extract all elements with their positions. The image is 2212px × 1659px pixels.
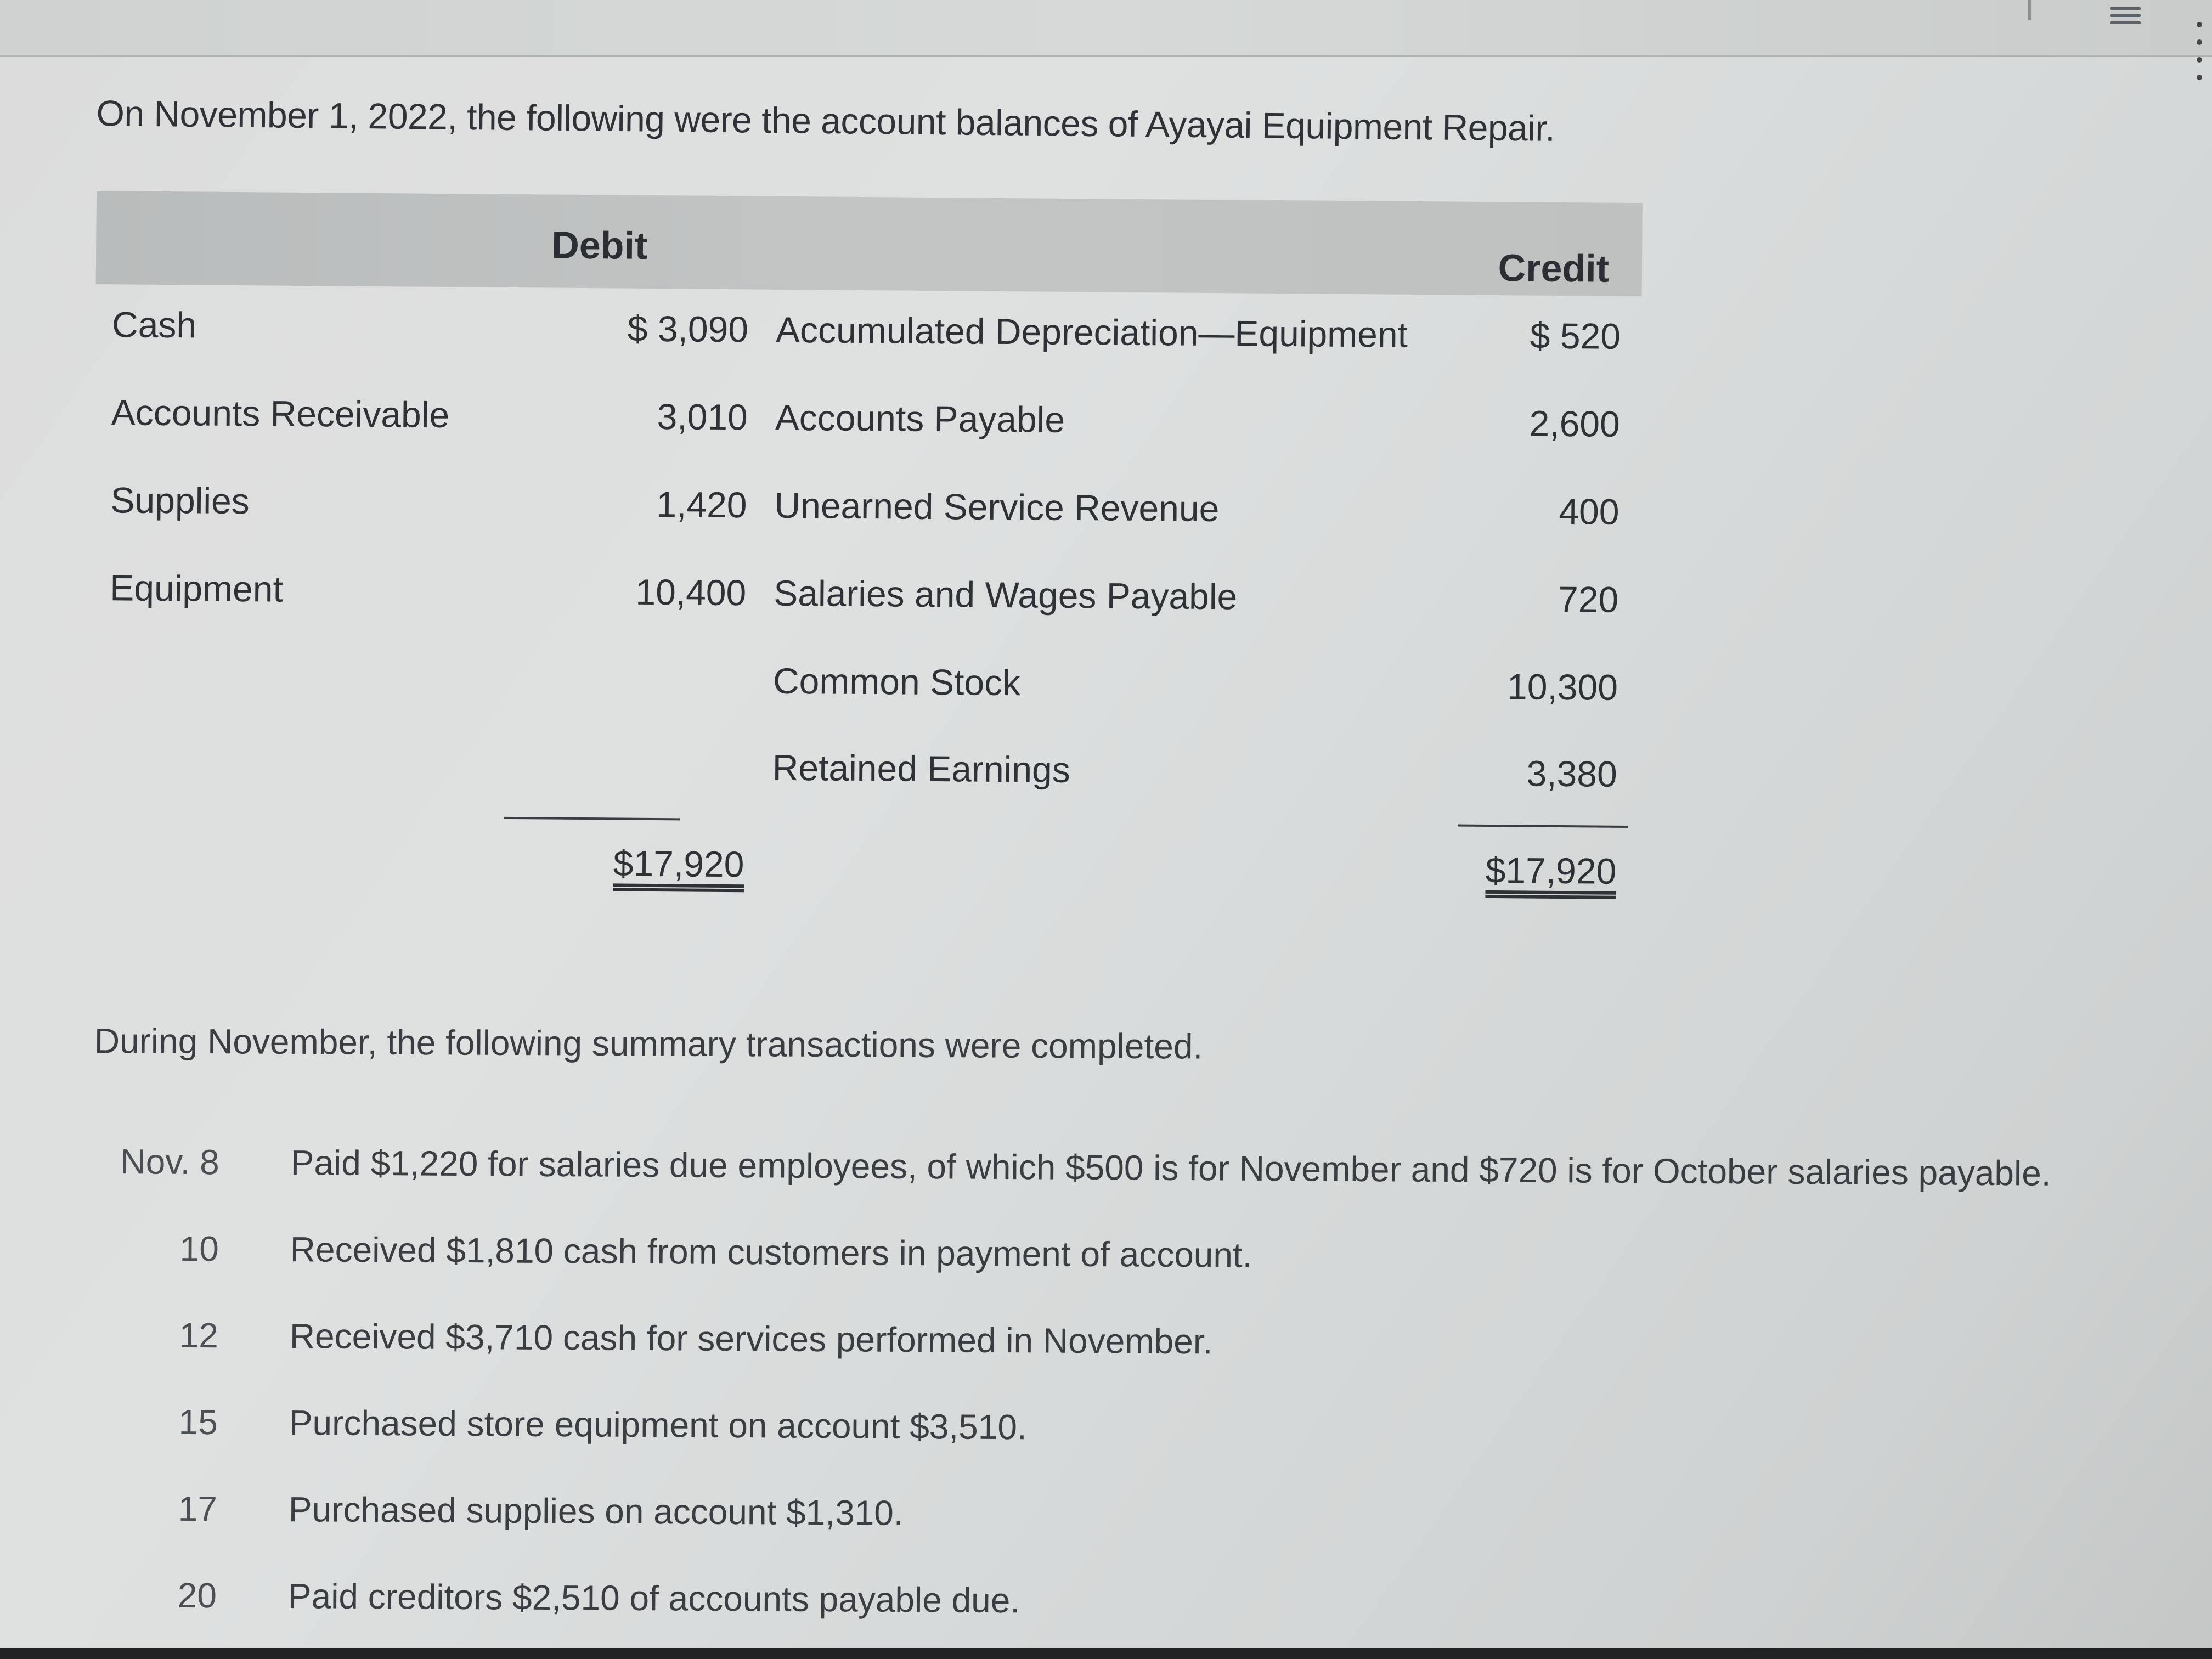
- transaction-text: Paid creditors $2,510 of accounts payable due.: [287, 1576, 1020, 1621]
- debit-account-name: Accounts Receivable: [111, 392, 450, 436]
- vertical-dots-icon[interactable]: [2197, 22, 2202, 93]
- credit-account-name: Unearned Service Revenue: [774, 484, 1220, 529]
- list-item: [102, 1401, 2078, 1468]
- list-item: [102, 1488, 2078, 1555]
- debit-header: Debit: [551, 223, 648, 267]
- transaction-text: Purchased supplies on account $1,310.: [288, 1489, 904, 1533]
- credit-account-name: Salaries and Wages Payable: [773, 572, 1238, 617]
- credit-account-amount: 720: [1558, 578, 1619, 620]
- top-bar: [0, 0, 2212, 57]
- transaction-date: 10: [179, 1228, 219, 1269]
- credit-account-amount: 10,300: [1506, 666, 1618, 708]
- credit-total: $17,920: [1485, 849, 1617, 891]
- transaction-date: 15: [178, 1402, 218, 1442]
- list-item: [104, 1141, 2079, 1208]
- transaction-date: 20: [177, 1575, 217, 1616]
- list-item: [101, 1575, 2077, 1641]
- debit-account-name: Equipment: [110, 567, 284, 610]
- debit-total: $17,920: [613, 843, 744, 885]
- debit-account-amount: 10,400: [635, 571, 747, 613]
- credit-total-rule: [1458, 825, 1628, 828]
- debit-account-amount: 3,010: [657, 396, 748, 438]
- debit-account-name: Cash: [111, 304, 197, 346]
- account-balances-table: [91, 191, 1643, 927]
- transaction-text: Received $1,810 cash from customers in payment of account.: [290, 1229, 1252, 1275]
- during-text: During November, the following summary transactions were completed.: [94, 1021, 1203, 1066]
- credit-account-amount: 3,380: [1526, 753, 1618, 794]
- transaction-list: [104, 1141, 2079, 1621]
- table-row: [92, 741, 1638, 808]
- transaction-date: Nov. 8: [120, 1142, 219, 1182]
- credit-account-name: Common Stock: [772, 660, 1021, 703]
- table-row: [93, 567, 1640, 634]
- list-item: [103, 1228, 2079, 1295]
- transaction-date: 17: [178, 1488, 218, 1529]
- table-header: [96, 191, 1643, 296]
- credit-account-amount: 400: [1559, 490, 1620, 532]
- credit-account-amount: $ 520: [1530, 315, 1621, 357]
- list-menu-icon[interactable]: [2110, 3, 2141, 33]
- debit-total-rule: [504, 817, 680, 821]
- table-row: [94, 391, 1641, 458]
- transaction-text: Paid $1,220 for salaries due employees, of which $500 is for November and $720 is for October salaries payable.: [290, 1143, 2051, 1193]
- credit-header: Credit: [1498, 246, 1610, 290]
- debit-account-amount: $ 3,090: [627, 308, 749, 350]
- table-row: [94, 479, 1640, 546]
- table-row: [95, 303, 1642, 370]
- credit-account-amount: 2,600: [1529, 403, 1621, 444]
- transaction-text: Received $3,710 cash for services performed in November.: [289, 1316, 1213, 1362]
- list-item: [103, 1314, 2078, 1381]
- debit-account-amount: 1,420: [656, 484, 747, 526]
- transaction-date: 12: [179, 1315, 219, 1356]
- intro-text: On November 1, 2022, the following were the account balances of Ayayai Equipment Repair.: [96, 92, 1555, 149]
- cursor-mark: [2012, 0, 2031, 20]
- credit-account-name: Accounts Payable: [775, 397, 1065, 440]
- table-row: [93, 654, 1639, 721]
- credit-account-name: Retained Earnings: [772, 747, 1071, 790]
- credit-account-name: Accumulated Depreciation—Equipment: [775, 309, 1408, 355]
- debit-account-name: Supplies: [110, 479, 250, 522]
- screen-bezel: [0, 1648, 2212, 1659]
- transaction-text: Purchased store equipment on account $3,510.: [289, 1403, 1027, 1447]
